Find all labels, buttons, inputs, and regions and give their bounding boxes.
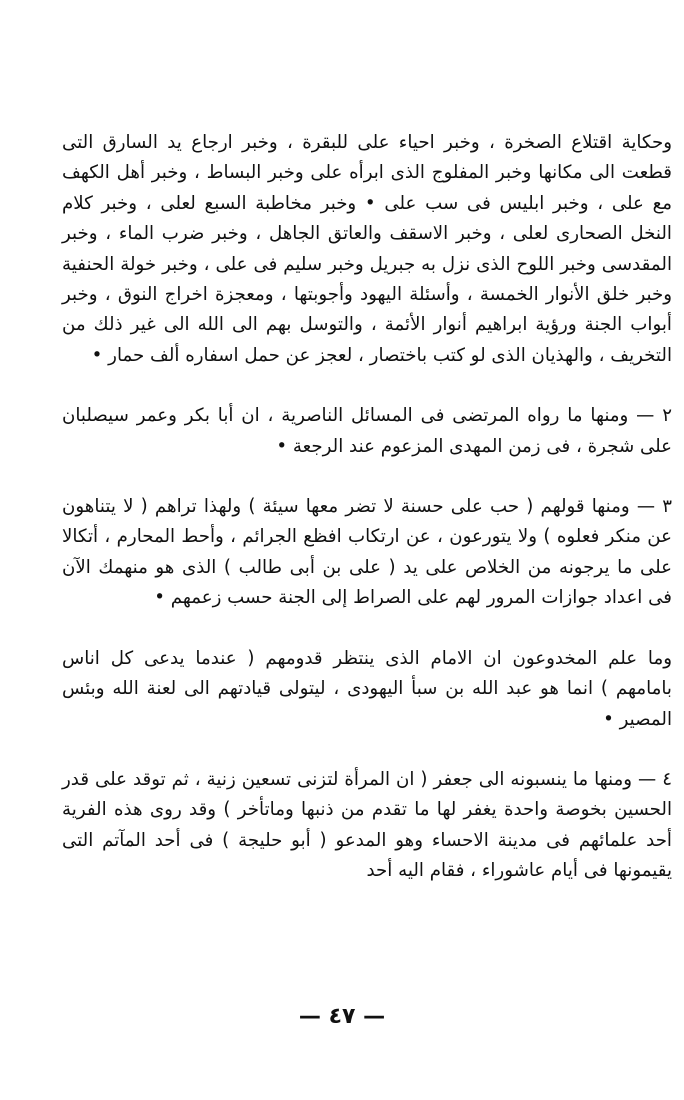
paragraph-item-2: ٢ — ومنها ما رواه المرتضى فى المسائل الناصرية ، ان أبا بكر وعمر سيصلبان على شجرة ، فى زمن المهدى المزعوم عند الرجعة • xyxy=(62,405,672,457)
page-number: — ٤٧ — xyxy=(298,1004,386,1029)
paragraph-deceived: وما علم المخدوعون ان الامام الذى ينتظر قدومهم ( عندما يدعى كل اناس بامامهم ) انما هو عبد الله بن سبأ اليهودى ، ليتولى قيادتهم الى لعنة الله وبئس المصير • xyxy=(62,647,672,730)
paragraph-miracle-tales: وحكاية اقتلاع الصخرة ، وخبر احياء على للبقرة ، وخبر ارجاع يد السارق التى قطعت الى مكانها وخبر المفلوج الذى ابرأه على وخبر البساط ، وخبر أهل الكهف مع على ، وخبر ابليس فى سب على • وخبر مخاطبة السبع لعلى ، وخبر كلام النخل الصحارى لعلى ، وخبر الاسقف والعاتق الجاهل ، وخبر ضرب الماء ، وخبر المقدسى وخبر اللوح الذى نزل به جبريل وخبر سليم فى على ، وخبر خولة الحنفية وخبر خلق الأنوار الخمسة ، وأسئلة اليهود وأجوبتها ، ومعجزة اخراج النوق ، وخبر أبواب الجنة ورؤية ابراهيم أنوار الأئمة ، والتوسل بهم الى الله الى غير ذلك من التخريف ، والهذيان الذى لو كتب باختصار ، لعجز عن حمل اسفاره ألف حمار • xyxy=(62,132,672,366)
paragraph-item-3: ٣ — ومنها قولهم ( حب على حسنة لا تضر معها سيئة ) ولهذا تراهم ( لا يتناهون عن منكر فعلوه ) ولا يتورعون ، عن ارتكاب افظع الجرائم ، وأحط المحارم ، أتكالا على ما يرجونه من الخلاص على يد ( على بن أبى طالب ) الذى هو منهمك الآن فى اعداد جوازات المرور لهم على الصراط إلى الجنة حسب زعمهم • xyxy=(62,496,672,609)
page-text-block xyxy=(62,128,672,917)
paragraph-item-4: ٤ — ومنها ما ينسبونه الى جعفر ( ان المرأة لتزنى تسعين زنية ، ثم توقد على قدر الحسين بخوصة واحدة يغفر لها ما تقدم من ذنبها وماتأخر ) وقد روى هذه الفرية أحد علمائهم فى مدينة الاحساء وهو المدعو ( أبو حليجة ) فى أحد المآتم التى يقيمونها فى أيام عاشوراء ، فقام اليه أحد xyxy=(62,768,672,882)
